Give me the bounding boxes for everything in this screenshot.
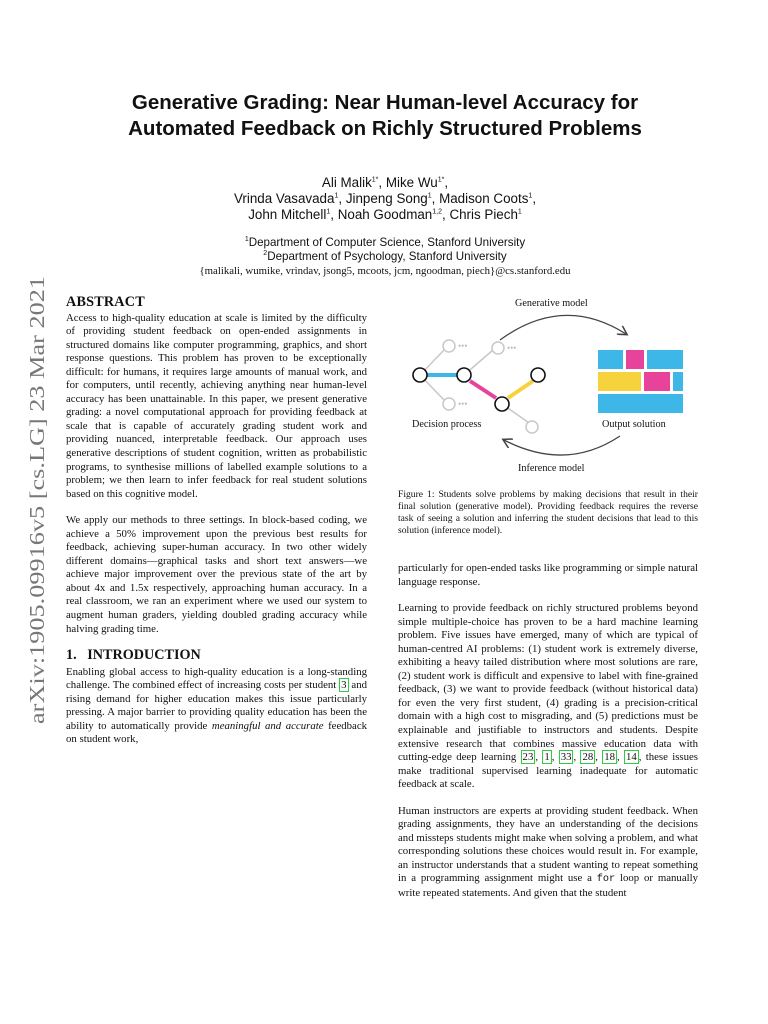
author-line-1: Ali Malik$^{1*}$, Mike $Wu^{1*}$,: [321, 175, 449, 190]
introduction-heading: 1. INTRODUCTION: [66, 647, 201, 664]
output-block-pink: [644, 372, 670, 391]
author-affil-sup: 1*: [371, 176, 379, 184]
author-affil-sup: 1: [528, 192, 533, 200]
svg-text:•••: •••: [458, 399, 468, 409]
output-block-blue: [673, 372, 683, 391]
arxiv-stamp-text: arXiv:1905.09916v5 [cs.LG] 23 Mar 2021: [25, 365, 49, 724]
decision-node: [495, 397, 509, 411]
intro-paragraph-2: Learning to provide feedback on richly structured problems beyond simple multiple-choice has proven to be a hard machine learning problem. Five issues have emerged, many of which are typical of human-centred AI problems: (1) student work is extremely diverse, exhibiting a heavy tailed distribution where most solutions are rare, (2) student work is difficult and expensive to label with fine-grained feedback, (3) we want to provide feedback (without historical data) for even the very first student, (4) grading is a precision-critical domain with a high cost to misgrading, and (5) predictions must be explainable and justifiable to instructors and students. Despite extensive research that combines massive education data with cutting-edge deep learning 23 , 1 , 33 , 28 , 18 , 14 , these issues make traditional supervised learning inadequate for automatic feedback at scale.: [398, 602, 698, 791]
abstract-heading: ABSTRACT: [66, 294, 145, 310]
author-name: John Mitchell: [248, 207, 327, 222]
citation-link[interactable]: 18: [604, 751, 616, 764]
author-line-3: John Mitchell$^1$, Noah Goodman$^{1,2}$, Chris Piech$^1$: [248, 207, 522, 222]
author-affil-sup: 1: [326, 208, 331, 216]
svg-text:•••: •••: [507, 343, 517, 353]
author-name: Noah Goodman: [337, 207, 433, 222]
author-line-2: Vrinda Vasavada$^1$, Jinpeng Song$^1$, Madison Coots$^1$,: [233, 191, 537, 206]
citation-link[interactable]: 1: [544, 751, 550, 764]
arxiv-side-stamp: [20, 268, 54, 728]
author-name: Madison Coots: [439, 191, 529, 206]
decision-edge-pink: [470, 381, 496, 398]
generative-arrow: [500, 315, 626, 340]
citation-link[interactable]: 3: [341, 679, 347, 692]
intro-text: Learning to provide feedback on richly structured problems beyond simple multiple-choice has proven to be a hard machine learning problem. Five issues have emerged, many of which are typical of human-centred AI problems: (1) student work is extremely diverse, exhibiting a heavy tailed distribution where most solutions are rare, (2) student work is difficult and expensive to label with fine-grained feedback, (3) we want to provide feedback (without historical data) for even the very first student, (4) grading is a precision-critical domain with a high cost to misgrading, and (5) predictions must be explainable and justifiable to instructors and students. Despite extensive research that combines massive education data with cutting-edge deep learning: [398, 602, 698, 764]
affiliation-sup: 1: [244, 236, 249, 244]
citation-link[interactable]: 23: [522, 751, 534, 764]
abstract-paragraph-1: Access to high-quality education at scale is limited by the difficulty of providing student feedback on open-ended assignments in structured domains like computer programming, graphics, and short response questions. This problem has proven to be exceptionally difficult: for humans, it requires large amounts of manual work, and for computers, until recently, achieving anything near human-level accuracy has been unattainable. In this paper, we present generative grading: a novel computational approach for providing feedback at scale that is capable of accurately grading student work and providing nuanced, interpretable feedback. Our approach uses generative descriptions of student cognition, written as probabilistic programs, to synthesise millions of labelled example solutions to a problem; we then learn to infer feedback for real student solutions based on this cognitive model.: [66, 311, 367, 500]
svg-text:•••: •••: [458, 341, 468, 351]
generative-model-label: Generative model: [515, 298, 588, 309]
paper-title: [80, 90, 690, 142]
right-column: [398, 562, 698, 914]
decision-node-faded: [526, 421, 538, 433]
intro-paragraph-3: [398, 805, 698, 901]
figure-1-caption: Figure 1: Students solve problems by making decisions that result in their final solution (generative model). Providing feedback requires the reverse task of seeing a solution and inferring the student decisions that lead to this solution (inference model).: [398, 489, 698, 537]
author-name: Mike Wu: [385, 175, 438, 190]
citation-link[interactable]: 33: [560, 751, 572, 764]
output-block-pink: [626, 350, 644, 369]
author-affil-sup: 1: [517, 208, 522, 216]
output-block-blue: [598, 394, 683, 413]
decision-node-faded: [443, 340, 455, 352]
introduction-paragraph-1: [66, 666, 367, 747]
figure-1: [398, 292, 698, 472]
affiliation-text: Department of Computer Science, Stanford University: [248, 236, 526, 249]
decision-node: [413, 368, 427, 382]
decision-node-faded: [443, 398, 455, 410]
affiliation-1: [80, 236, 690, 250]
author-emails: {malikali, wumike, vrindav, jsong5, mcoots, jcm, ngoodman, piech}@cs.stanford.edu: [199, 265, 571, 277]
output-solution-blocks: [598, 350, 683, 413]
intro-text: , these issues make traditional supervised learning inadequate for automatic feedback at scale.: [398, 751, 698, 791]
author-list: [80, 175, 690, 223]
abstract-paragraph-2: We apply our methods to three settings. In block-based coding, we achieve a 50% improvement upon the previous best results for feedback, achieving super-human accuracy. In two other widely different domains—graphical tasks and short text answers—we achieve major improvement over the previous state of the art by about 4x and 1.5x respectively, approaching human accuracy. In a real classroom, we ran an experiment where we used our system to augment human graders, yielding doubled grading accuracy while halving grading time.: [66, 514, 367, 635]
affiliations: [80, 236, 690, 264]
inference-model-label: Inference model: [518, 463, 585, 472]
output-block-yellow: [598, 372, 641, 391]
intro-text: Enabling global access to high-quality education is a long-standing challenge. The combined effect of increasing costs per student: [66, 665, 367, 692]
affiliation-text: Department of Psychology, Stanford University: [267, 250, 507, 263]
affiliation-sup: 2: [263, 250, 268, 258]
inference-arrow: [504, 436, 620, 455]
author-name: Jinpeng Song: [345, 191, 428, 206]
intro-emphasis: meaningful and accurate: [211, 719, 324, 732]
title-line-1: Generative Grading: Near Human-level Accuracy for: [131, 91, 639, 114]
citation-link[interactable]: 14: [625, 751, 637, 764]
decision-edge-yellow: [508, 381, 533, 398]
decision-node: [531, 368, 545, 382]
decision-node: [457, 368, 471, 382]
left-column: [66, 296, 367, 760]
output-solution-label: Output solution: [602, 419, 666, 430]
author-affil-sup: 1,2: [432, 208, 442, 216]
output-block-blue: [647, 350, 683, 369]
output-block-blue: [598, 350, 623, 369]
title-line-2: Automated Feedback on Richly Structured Problems: [128, 117, 642, 140]
author-affil-sup: 1: [334, 192, 339, 200]
author-affil-sup: 1: [427, 192, 432, 200]
intro-text: and rising demand for higher education makes this issue particularly pressing. A major barrier to providing quality education has been the ability to automatically provide: [66, 679, 368, 732]
affiliation-2: [80, 250, 690, 264]
inline-code: for: [596, 874, 616, 886]
author-name: Ali Malik: [321, 175, 372, 190]
citation-link[interactable]: 28: [582, 751, 594, 764]
intro-text: Human instructors are experts at providing student feedback. When grading assignments, they have an understanding of the decisions and missteps students might make when solving a problem, and what corresponding solutions these choices would result in. For example, an instructor understands that a student wanting to repeat something in a programming assignment might use a: [398, 804, 698, 885]
intro-text: feedback on student work,: [66, 719, 368, 746]
author-name: Chris Piech: [449, 207, 518, 222]
author-affil-sup: 1*: [437, 176, 445, 184]
intro-paragraph-continued: particularly for open-ended tasks like programming or simple natural language response.: [398, 562, 698, 588]
decision-node-faded: [492, 342, 504, 354]
intro-text: loop or manually write repeated statements. And given that the student: [398, 872, 699, 900]
author-name: Vrinda Vasavada: [233, 191, 335, 206]
decision-process-label: Decision process: [412, 419, 482, 430]
